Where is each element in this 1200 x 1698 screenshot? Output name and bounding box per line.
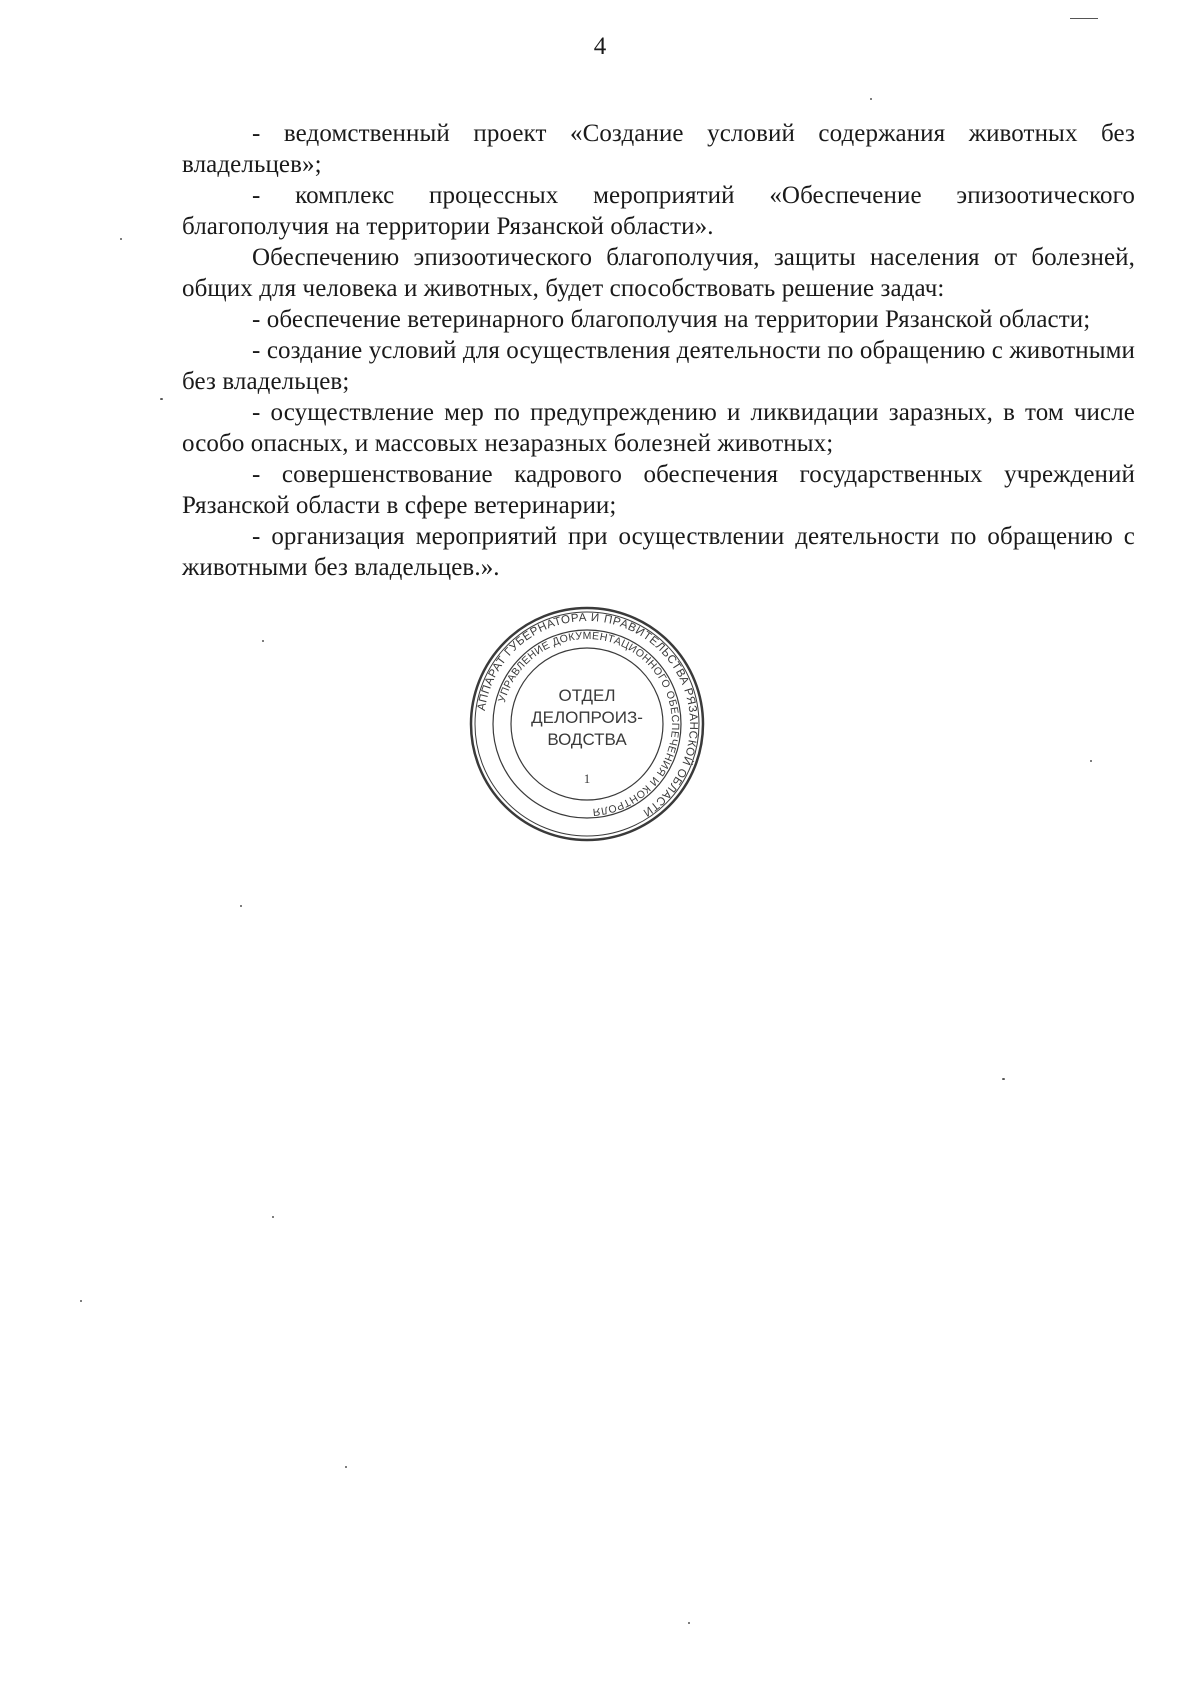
- page-number: 4: [593, 33, 607, 60]
- paragraph: Обеспечению эпизоотического благополучия, защиты населения от болезней, общих для человека и животных, будет способствовать решение задач:: [182, 244, 1135, 302]
- scan-speck: [240, 905, 242, 907]
- scan-speck: [345, 1466, 347, 1468]
- seal-center-line3: ВОДСТВА: [547, 730, 627, 749]
- paragraph: - организация мероприятий при осуществлении деятельности по обращению с животными без владельцев.».: [182, 523, 1135, 581]
- scan-speck: [1090, 760, 1092, 762]
- seal-inner-text: УПРАВЛЕНИЕ ДОКУМЕНТАЦИОННОГО ОБЕСПЕЧЕНИЯ И КОНТРОЛЯ: [495, 629, 682, 818]
- paragraph: - осуществление мер по предупреждению и ликвидации заразных, в том числе особо опасных, и массовых незаразных болезней животных;: [182, 399, 1135, 457]
- paragraph: - совершенствование кадрового обеспечения государственных учреждений Рязанской области в сфере ветеринарии;: [182, 461, 1135, 519]
- document-body: [182, 118, 1135, 583]
- scan-speck: [870, 98, 872, 100]
- paragraph: - обеспечение ветеринарного благополучия на территории Рязанской области;: [252, 306, 1091, 333]
- scan-speck: [272, 1216, 274, 1218]
- paragraph: - ведомственный проект «Создание условий содержания животных без владельцев»;: [182, 120, 1135, 178]
- seal-graphic: [468, 605, 706, 843]
- seal-outer-text: АППАРАТ ГУБЕРНАТОРА И ПРАВИТЕЛЬСТВА РЯЗАНСКОЙ ОБЛАСТИ: [475, 611, 700, 819]
- scan-speck: [120, 238, 122, 240]
- scan-speck: [160, 398, 163, 400]
- scan-speck: [1002, 1078, 1005, 1080]
- seal-center-line1: ОТДЕЛ: [558, 686, 616, 705]
- scan-speck: [688, 1622, 690, 1624]
- seal-center-line2: ДЕЛОПРОИЗ-: [531, 708, 643, 727]
- scan-speck: [80, 1300, 82, 1302]
- paragraph: - комплекс процессных мероприятий «Обеспечение эпизоотического благополучия на территории Рязанской области».: [182, 182, 1135, 240]
- official-seal: [468, 605, 706, 843]
- scan-speck: [262, 640, 264, 642]
- seal-number: 1: [583, 771, 591, 786]
- paragraph: - создание условий для осуществления деятельности по обращению с животными без владельцев;: [182, 337, 1135, 395]
- scan-speck: [1070, 18, 1098, 19]
